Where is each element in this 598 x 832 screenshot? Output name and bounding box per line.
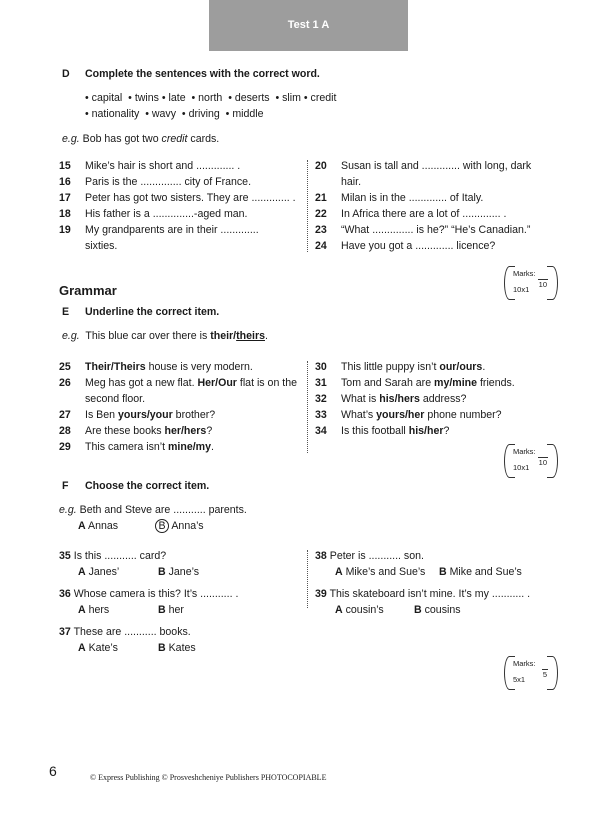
question-text: Is this ........... card? (73, 550, 167, 562)
question-text: Peter has got two sisters. They are ............. . (85, 192, 296, 204)
option-text: cousins (424, 604, 461, 616)
question-21 (315, 192, 560, 208)
question-19 (59, 224, 304, 240)
question-text: Have you got a ............. licence? (341, 240, 496, 252)
question-text-part: friends. (477, 377, 515, 389)
question-text-part: This camera isn’t (85, 441, 169, 453)
question-24 (315, 240, 560, 256)
option-a-text: Annas (88, 520, 119, 532)
marks-label: Marks: (513, 659, 536, 668)
question-text-continued: second floor. (85, 393, 146, 405)
question-text (341, 361, 485, 374)
question-number: 27 (59, 409, 71, 421)
question-text (85, 425, 212, 438)
question-number: 37 (59, 626, 71, 638)
marks-total: 10 (538, 280, 547, 289)
example-text-post: . (264, 330, 268, 342)
question-text: Mike’s hair is short and ............. . (85, 160, 241, 172)
column-divider (307, 160, 308, 252)
question-31 (315, 377, 560, 393)
example-answer: credit (161, 133, 188, 145)
section-d-marks-box (504, 266, 558, 300)
column-divider (307, 361, 308, 453)
section-f-title: Choose the correct item. (85, 480, 210, 492)
option-text: Mike and Sue’s (449, 566, 522, 578)
question-number: 22 (315, 208, 327, 220)
question-text: My grandparents are in their ............. (85, 224, 259, 236)
question-text (85, 377, 297, 390)
q38-option-b (439, 566, 522, 579)
example-label: e.g. (62, 330, 80, 342)
option-text: her (168, 604, 184, 616)
choice-options: Their/Theirs (85, 361, 146, 373)
question-number: 19 (59, 224, 71, 236)
question-text: Susan is tall and ............. with long, dark (341, 160, 532, 172)
example-label: e.g. (59, 504, 77, 516)
q36-option-b (158, 604, 184, 617)
test-header-tab (209, 0, 408, 51)
question-text-part: brother? (172, 409, 216, 421)
example-option-a (78, 520, 118, 533)
question-text (341, 409, 502, 422)
question-number: 20 (315, 160, 327, 172)
marks-total: 5 (542, 670, 547, 679)
section-f-letter: F (62, 480, 69, 492)
section-e-marks-box (504, 444, 558, 478)
option-letter: B (158, 566, 166, 578)
question-text-part: Is this football (341, 425, 409, 437)
question-16 (59, 176, 304, 192)
grammar-heading: Grammar (59, 283, 117, 298)
option-letter: A (78, 566, 86, 578)
option-text: Kates (168, 642, 196, 654)
question-25 (59, 361, 304, 377)
question-39 (315, 588, 530, 601)
question-text: “What .............. is he?” “He’s Canadian.” (341, 224, 531, 236)
choice-options: Her/Our (197, 377, 237, 389)
option-letter: B (158, 604, 166, 616)
question-number: 29 (59, 441, 71, 453)
question-number: 35 (59, 550, 71, 562)
question-number: 32 (315, 393, 327, 405)
question-text (341, 377, 515, 390)
option-text: Jane’s (168, 566, 200, 578)
question-text: These are ........... books. (73, 626, 191, 638)
question-text-part: phone number? (424, 409, 502, 421)
question-number: 31 (315, 377, 327, 389)
question-number: 16 (59, 176, 71, 188)
option-text: Janes’ (88, 566, 120, 578)
q37-option-b (158, 642, 196, 655)
question-30 (315, 361, 560, 377)
option-letter: B (414, 604, 422, 616)
option-a-letter: A (78, 520, 86, 532)
question-number: 30 (315, 361, 327, 373)
question-29 (59, 441, 304, 457)
question-text-part: What’s (341, 409, 377, 421)
question-text-part: flat is on the (236, 377, 298, 389)
choice-options: her/hers (164, 425, 207, 437)
question-text-part: This little puppy isn’t (341, 361, 440, 373)
section-e-letter: E (62, 306, 70, 318)
question-28 (59, 425, 304, 441)
question-number: 33 (315, 409, 327, 421)
section-f-example (59, 504, 247, 517)
question-36 (59, 588, 238, 601)
test-title: Test 1 A (287, 18, 330, 31)
choice-options: his/her (408, 425, 444, 437)
question-20 (315, 160, 560, 176)
section-d-right-column (315, 160, 560, 256)
section-d-letter: D (62, 68, 70, 80)
choice-options: our/ours (439, 361, 483, 373)
question-37 (59, 626, 191, 639)
question-text-part: ? (443, 425, 450, 437)
question-number: 17 (59, 192, 71, 204)
question-text-part: address? (419, 393, 467, 405)
choice-options: yours/her (376, 409, 425, 421)
example-label: e.g. (62, 133, 80, 145)
question-number: 38 (315, 550, 327, 562)
question-text-part: house is very modern. (145, 361, 253, 373)
question-26-continued (59, 393, 304, 409)
option-letter: A (335, 604, 343, 616)
choice-options: my/mine (434, 377, 478, 389)
q36-option-a (78, 604, 109, 617)
question-17 (59, 192, 304, 208)
marks-label: Marks: (513, 447, 536, 456)
q35-option-b (158, 566, 199, 579)
question-number: 15 (59, 160, 71, 172)
q39-option-b (414, 604, 461, 617)
question-text-continued: hair. (341, 176, 362, 188)
q38-option-a (335, 566, 425, 579)
marks-scheme: 10x1 (513, 285, 530, 294)
question-32 (315, 393, 560, 409)
question-text-part: ? (206, 425, 213, 437)
option-b-text: Anna’s (171, 520, 204, 532)
marks-label: Marks: (513, 269, 536, 278)
example-text-post: cards. (187, 133, 220, 145)
marks-scheme: 5x1 (513, 675, 526, 684)
question-text: His father is a ..............-aged man. (85, 208, 248, 220)
option-letter: B (158, 642, 166, 654)
example-answer-underlined: theirs (236, 330, 265, 342)
question-text: Whose camera is this? It’s ........... . (73, 588, 239, 600)
question-text-part: Is Ben (85, 409, 118, 421)
question-26 (59, 377, 304, 393)
question-text-part: . (211, 441, 214, 453)
question-number: 36 (59, 588, 71, 600)
question-20-continued (315, 176, 560, 192)
question-number: 23 (315, 224, 327, 236)
option-text: Kate’s (88, 642, 118, 654)
question-number: 18 (59, 208, 71, 220)
question-text: In Africa there are a lot of ............. . (341, 208, 507, 220)
question-text-part: Tom and Sarah are (341, 377, 435, 389)
q35-option-a (78, 566, 119, 579)
q37-option-a (78, 642, 118, 655)
question-18 (59, 208, 304, 224)
question-33 (315, 409, 560, 425)
option-text: hers (88, 604, 110, 616)
example-option-b (155, 519, 204, 533)
question-number: 34 (315, 425, 327, 437)
example-option-1: their (210, 330, 234, 342)
question-text (85, 409, 215, 422)
option-letter: B (439, 566, 447, 578)
question-text-part: Are these books (85, 425, 165, 437)
question-text: This skateboard isn’t mine. It’s my ........... . (329, 588, 531, 600)
question-text: Peter is ........... son. (329, 550, 424, 562)
section-e-example (62, 330, 268, 343)
page-number: 6 (49, 763, 57, 779)
choice-options: yours/your (117, 409, 173, 421)
example-text-pre: Bob has got two (82, 133, 162, 145)
question-22 (315, 208, 560, 224)
question-text (85, 361, 253, 374)
choice-options: mine/my (168, 441, 211, 453)
example-question: Beth and Steve are ........... parents. (79, 504, 247, 516)
word-bank-line-1: • capital • twins • late • north • deserts • slim • credit (85, 92, 337, 104)
question-number: 21 (315, 192, 327, 204)
section-e-title: Underline the correct item. (85, 306, 220, 318)
column-divider (307, 550, 308, 608)
question-35 (59, 550, 166, 563)
question-number: 25 (59, 361, 71, 373)
word-bank-line-2: • nationality • wavy • driving • middle (85, 108, 264, 120)
question-text (85, 441, 214, 454)
question-number: 26 (59, 377, 71, 389)
question-text (341, 393, 466, 406)
section-d-title: Complete the sentences with the correct word. (85, 68, 320, 80)
footer-copyright: © Express Publishing © Prosveshcheniye Publishers PHOTOCOPIABLE (90, 773, 327, 782)
section-e-right-column (315, 361, 560, 441)
question-text-part: . (482, 361, 486, 373)
question-text: Paris is the .............. city of France. (85, 176, 252, 188)
question-number: 39 (315, 588, 327, 600)
question-15 (59, 160, 304, 176)
option-letter: A (335, 566, 343, 578)
question-text-continued: sixties. (85, 240, 118, 252)
question-19-continued (59, 240, 304, 256)
question-text-part: Meg has got a new flat. (85, 377, 198, 389)
option-letter: A (78, 604, 86, 616)
question-text-part: What is (341, 393, 380, 405)
question-text: Milan is in the ............. of Italy. (341, 192, 484, 204)
marks-total: 10 (538, 458, 547, 467)
choice-options: his/hers (379, 393, 420, 405)
option-text: Mike’s and Sue’s (345, 566, 426, 578)
marks-scheme: 10x1 (513, 463, 530, 472)
question-23 (315, 224, 560, 240)
section-d-example (62, 133, 219, 146)
option-text: cousin’s (345, 604, 384, 616)
option-letter: A (78, 642, 86, 654)
circled-answer-b: B (155, 519, 169, 533)
q39-option-a (335, 604, 384, 617)
section-f-marks-box (504, 656, 558, 690)
question-number: 28 (59, 425, 71, 437)
section-e-left-column (59, 361, 304, 457)
question-number: 24 (315, 240, 327, 252)
question-34 (315, 425, 560, 441)
question-27 (59, 409, 304, 425)
section-d-left-column (59, 160, 304, 256)
question-text (341, 425, 449, 438)
example-slash: / (233, 330, 237, 342)
example-text-pre: This blue car over there is (85, 330, 211, 342)
question-38 (315, 550, 424, 563)
